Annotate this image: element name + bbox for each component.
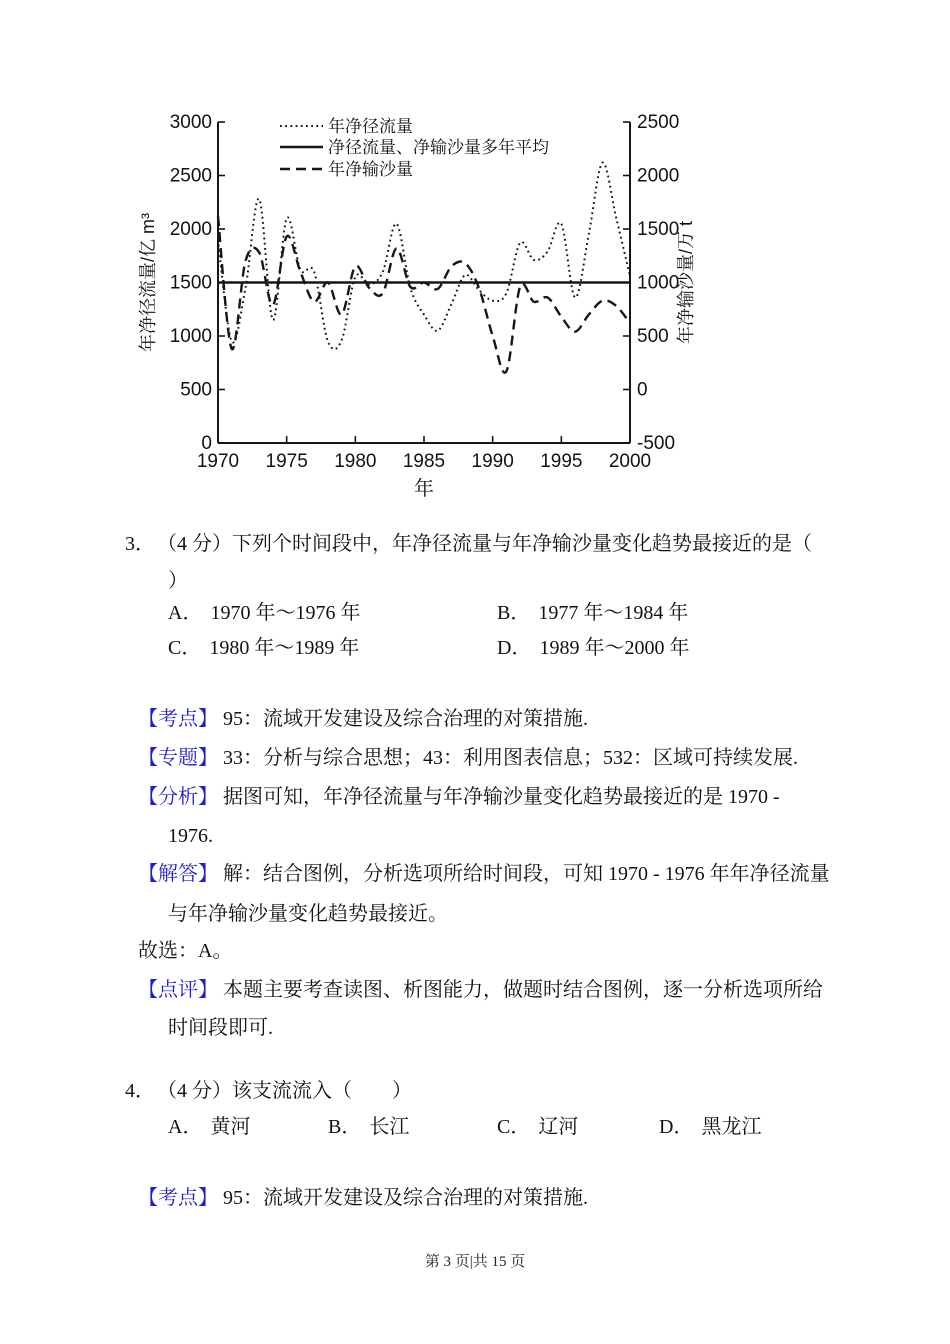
section-jieda: 【解答】 解：结合图例，分析选项所给时间段，可知 1970 - 1976 年年净径流量: [138, 863, 830, 885]
question-4-stem: 4． （4 分）该支流流入（ ）: [125, 1080, 412, 1102]
question-3-options-row-2: [0, 635, 950, 661]
option-c: C． 辽河: [497, 1116, 579, 1138]
section-kaodian-1: 【考点】 95：流域开发建设及综合治理的对策措施.: [138, 708, 588, 730]
section-dianping-line2: 时间段即可.: [168, 1017, 273, 1039]
svg-text:2000: 2000: [608, 451, 652, 472]
svg-text:0: 0: [637, 379, 648, 401]
svg-text:年净径流量: 年净径流量: [328, 117, 413, 136]
answer-choice-line: 故选：A。: [138, 940, 233, 962]
section-fenxi: 【分析】 据图可知，年净径流量与年净输沙量变化趋势最接近的是 1970 -: [138, 786, 780, 808]
svg-text:1000: 1000: [169, 326, 212, 347]
svg-text:2000: 2000: [169, 219, 212, 240]
option-b: B． 长江: [328, 1116, 410, 1138]
svg-text:500: 500: [637, 326, 669, 347]
option-d: D． 1989 年～2000 年: [497, 637, 690, 659]
svg-text:1995: 1995: [540, 451, 583, 472]
svg-text:1970: 1970: [196, 451, 240, 472]
svg-text:2500: 2500: [169, 165, 212, 187]
section-fenxi-line2: 1976.: [168, 825, 213, 847]
section-dianping: 【点评】 本题主要考查读图、析图能力，做题时结合图例，逐一分析选项所给: [138, 979, 823, 1001]
section-jieda-line2: 与年净输沙量变化趋势最接近。: [168, 903, 448, 925]
kaodian-tag: 【考点】: [138, 708, 218, 730]
svg-text:3000: 3000: [169, 112, 212, 133]
svg-text:年: 年: [414, 478, 434, 500]
question-4-number: 4．: [125, 1080, 155, 1102]
fenxi-tag: 【分析】: [138, 786, 218, 808]
question-4-options-row: [0, 1114, 950, 1140]
svg-text:年净输沙量: 年净输沙量: [328, 160, 413, 179]
svg-text:2000: 2000: [637, 165, 680, 187]
svg-text:1975: 1975: [265, 451, 308, 472]
question-3-options-row-1: [0, 600, 950, 626]
svg-text:-500: -500: [637, 433, 676, 454]
svg-text:年净输沙量/万 t: 年净输沙量/万 t: [676, 220, 696, 345]
svg-text:2500: 2500: [637, 112, 680, 133]
option-c: C． 1980 年～1989 年: [168, 637, 360, 659]
option-d: D． 黑龙江: [659, 1116, 762, 1138]
page-footer: 第 3 页|共 15 页: [424, 1254, 526, 1270]
section-zhuanti: 【专题】 33：分析与综合思想；43：利用图表信息；532：区域可持续发展.: [138, 747, 798, 769]
svg-text:1500: 1500: [637, 219, 680, 240]
question-3-stem: 3． （4 分）下列个时间段中，年净径流量与年净输沙量变化趋势最接近的是（: [125, 533, 812, 555]
svg-text:500: 500: [180, 379, 212, 401]
svg-text:1980: 1980: [334, 451, 377, 472]
question-3-number: 3．: [125, 533, 155, 555]
dianping-tag: 【点评】: [138, 979, 218, 1001]
option-a: A． 黄河: [168, 1116, 251, 1138]
kaodian-tag: 【考点】: [138, 1187, 218, 1209]
zhuanti-tag: 【专题】: [138, 747, 218, 769]
svg-text:1990: 1990: [471, 451, 514, 472]
section-kaodian-2: 【考点】 95：流域开发建设及综合治理的对策措施.: [138, 1187, 588, 1209]
question-3-stem-close: ）: [168, 570, 188, 592]
jieda-tag: 【解答】: [138, 863, 218, 885]
svg-text:净径流量、净输沙量多年平均: 净径流量、净输沙量多年平均: [328, 138, 549, 157]
svg-text:0: 0: [201, 433, 212, 454]
option-a: A． 1970 年～1976 年: [168, 602, 361, 624]
river-chart: [130, 90, 750, 510]
svg-text:年净径流量/亿 m³: 年净径流量/亿 m³: [138, 213, 158, 352]
option-b: B． 1977 年～1984 年: [497, 602, 689, 624]
svg-text:1000: 1000: [637, 272, 680, 294]
svg-text:1985: 1985: [402, 451, 446, 472]
svg-text:1500: 1500: [169, 272, 212, 294]
